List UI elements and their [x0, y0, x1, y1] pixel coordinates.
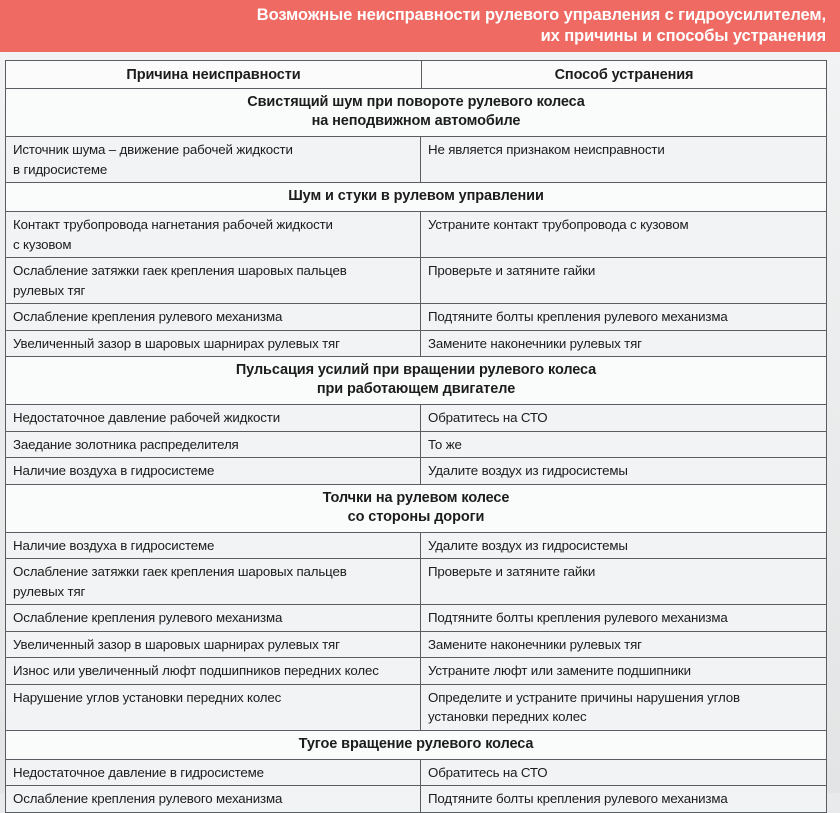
cell-remedy [421, 685, 826, 730]
cell-cause [6, 559, 421, 604]
section-title-row [5, 485, 827, 533]
cell-line: Наличие воздуха в гидросистеме [13, 537, 215, 553]
cell-line: Недостаточное давление в гидросистеме [13, 764, 264, 780]
table-header-row [5, 60, 827, 89]
cell-line: Не является признаком неисправности [428, 142, 665, 157]
cell-line: Удалите воздух из гидросистемы [428, 463, 628, 478]
cell-line: Удалите воздух из гидросистемы [428, 537, 628, 553]
table-row [5, 212, 827, 258]
table-row [5, 685, 827, 731]
cell-remedy [421, 331, 826, 357]
section-title-line: Тугое вращение рулевого колеса [298, 735, 534, 752]
cell-cause [6, 137, 421, 182]
banner-title-line-2: их причины и способы устранения [540, 27, 826, 45]
cell-remedy [421, 137, 826, 182]
cell-remedy [421, 559, 826, 604]
cell-cause [6, 605, 421, 631]
cell-remedy [421, 760, 826, 786]
cell-cause [6, 258, 421, 303]
column-header-remedy: Способ устранения [554, 66, 694, 83]
cell-line: Ослабление затяжки гаек крепления шаровых пальцев [13, 263, 347, 278]
cell-remedy [421, 458, 826, 484]
cell-line: Износ или увеличенный люфт подшипников передних колес [13, 663, 379, 678]
table-row [5, 605, 827, 632]
cell-line: Ослабление крепления рулевого механизма [13, 791, 283, 806]
table-row [5, 331, 827, 358]
cell-line: Ослабление затяжки гаек крепления шаровых пальцев [13, 564, 347, 579]
cell-remedy [421, 658, 826, 684]
table-row [5, 137, 827, 183]
cell-line: Увеличенный зазор в шаровых шарнирах рулевых тяг [13, 636, 340, 652]
cell-line: Замените наконечники рулевых тяг [428, 335, 642, 351]
page-title-banner [0, 0, 840, 52]
cell-cause [6, 458, 421, 484]
cell-line: Ослабление крепления рулевого механизма [13, 610, 283, 625]
cell-line: То же [428, 436, 462, 452]
cell-remedy [421, 632, 826, 658]
cell-line: Подтяните болты крепления рулевого механизма [428, 610, 728, 625]
cell-remedy [421, 258, 826, 303]
table-row [5, 786, 827, 813]
section-title-row [5, 183, 827, 212]
cell-remedy [421, 533, 826, 559]
cell-line: рулевых тяг [13, 583, 86, 599]
cell-line: Проверьте и затяните гайки [428, 263, 596, 278]
cell-line: в гидросистеме [13, 161, 108, 177]
section-title-line: Шум и стуки в рулевом управлении [288, 188, 544, 204]
cell-line: с кузовом [13, 236, 72, 252]
table-row [5, 405, 827, 432]
cell-line: Обратитесь на СТО [428, 764, 548, 780]
column-header-cause: Причина неисправности [6, 61, 422, 88]
cell-remedy [421, 432, 826, 458]
cell-cause [6, 760, 421, 786]
cell-cause [6, 658, 421, 684]
cell-cause [6, 685, 421, 730]
cell-line: Увеличенный зазор в шаровых шарнирах рулевых тяг [13, 335, 340, 351]
table-row [5, 458, 827, 485]
cell-cause [6, 632, 421, 658]
table-row [5, 432, 827, 459]
table-row [5, 760, 827, 787]
cell-cause [6, 405, 421, 431]
section-title-line: при работающем двигателе [316, 381, 516, 397]
cell-remedy [421, 605, 826, 631]
banner-title-line-1: Возможные неисправности рулевого управления с гидроусилителем, [256, 6, 826, 24]
troubleshooting-table [5, 60, 827, 813]
cell-line: Контакт трубопровода нагнетания рабочей жидкости [13, 217, 333, 232]
cell-remedy [421, 304, 826, 330]
cell-line: Обратитесь на СТО [428, 410, 548, 425]
section-title-row [5, 731, 827, 760]
cell-line: Подтяните болты крепления рулевого механизма [428, 791, 728, 806]
table-row [5, 658, 827, 685]
cell-cause [6, 304, 421, 330]
cell-line: Замените наконечники рулевых тяг [428, 636, 642, 652]
cell-cause [6, 432, 421, 458]
section-title-line: со стороны дороги [347, 508, 485, 525]
cell-remedy [421, 405, 826, 431]
cell-cause [6, 331, 421, 357]
table-row [5, 258, 827, 304]
table-row [5, 559, 827, 605]
cell-line: Ослабление крепления рулевого механизма [13, 309, 283, 324]
cell-cause [6, 786, 421, 812]
cell-line: Устраните люфт или замените подшипники [428, 663, 691, 678]
section-title-line: на неподвижном автомобиле [311, 113, 521, 129]
cell-line: Недостаточное давление рабочей жидкости [13, 410, 280, 425]
cell-remedy [421, 786, 826, 812]
cell-line: Определите и устраните причины нарушения углов [428, 689, 740, 705]
table-row [5, 304, 827, 331]
section-title-line: Свистящий шум при повороте рулевого колеса [247, 94, 585, 110]
cell-line: Наличие воздуха в гидросистеме [13, 463, 215, 478]
cell-line: установки передних колес [428, 709, 587, 724]
cell-line: Нарушение углов установки передних колес [13, 689, 282, 705]
cell-line: Подтяните болты крепления рулевого механизма [428, 309, 728, 324]
cell-cause [6, 533, 421, 559]
cell-cause [6, 212, 421, 257]
cell-remedy [421, 212, 826, 257]
section-title-row [5, 357, 827, 405]
section-title-row [5, 89, 827, 137]
cell-line: Проверьте и затяните гайки [428, 564, 596, 579]
table-row [5, 632, 827, 659]
cell-line: рулевых тяг [13, 282, 86, 298]
cell-line: Заедание золотника распределителя [13, 436, 239, 452]
cell-line: Устраните контакт трубопровода с кузовом [428, 217, 689, 232]
table-row [5, 533, 827, 560]
section-title-line: Толчки на рулевом колесе [322, 489, 510, 506]
cell-line: Источник шума – движение рабочей жидкости [13, 142, 293, 157]
section-title-line: Пульсация усилий при вращении рулевого колеса [235, 362, 597, 378]
